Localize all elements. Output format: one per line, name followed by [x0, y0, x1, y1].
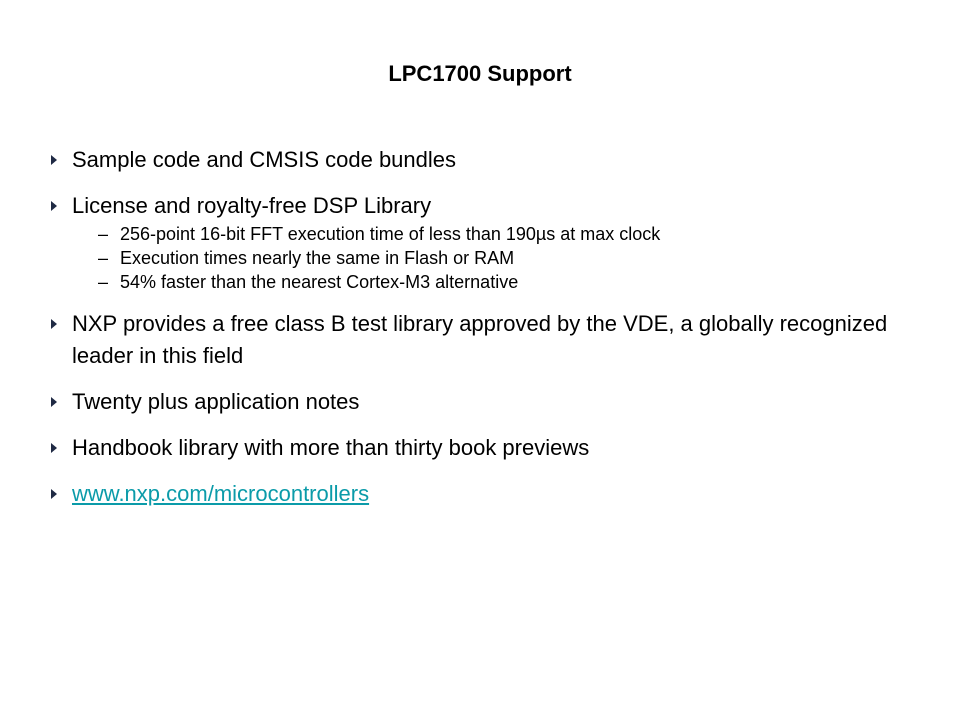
bullet-item-website — [50, 478, 920, 510]
sub-bullet-text: Execution times nearly the same in Flash or RAM — [120, 248, 515, 268]
website-link[interactable]: www.nxp.com/microcontrollers — [72, 481, 370, 506]
sub-bullet-text: 54% faster than the nearest Cortex-M3 alternative — [120, 272, 519, 292]
sub-bullet-text: 256-point 16-bit FFT execution time of less than 190µs at max clock — [120, 224, 661, 244]
right-triangle-icon — [51, 489, 57, 499]
bullet-item-class-b-library — [50, 308, 920, 372]
dash-marker: – — [98, 248, 109, 268]
dash-marker: – — [98, 272, 109, 292]
sub-bullet-item — [98, 246, 920, 270]
bullet-text: License and royalty-free DSP Library — [72, 193, 432, 218]
bullet-text: Sample code and CMSIS code bundles — [72, 147, 457, 172]
right-triangle-icon — [51, 397, 57, 407]
bullet-item-sample-code — [50, 144, 920, 176]
right-triangle-icon — [51, 155, 57, 165]
bullet-text: Handbook library with more than thirty book previews — [72, 435, 590, 460]
sub-bullet-list — [72, 222, 920, 294]
bullet-list — [50, 144, 920, 524]
bullet-item-handbook — [50, 432, 920, 464]
dash-marker: – — [98, 224, 109, 244]
sub-bullet-item — [98, 222, 920, 246]
right-triangle-icon — [51, 319, 57, 329]
bullet-text: Twenty plus application notes — [72, 389, 360, 414]
bullet-item-app-notes — [50, 386, 920, 418]
slide-title: LPC1700 Support — [388, 61, 572, 86]
right-triangle-icon — [51, 443, 57, 453]
bullet-item-dsp-library — [50, 190, 920, 294]
bullet-text: NXP provides a free class B test library approved by the VDE, a globally recognized leader in this field — [72, 311, 888, 368]
sub-bullet-item — [98, 270, 920, 294]
right-triangle-icon — [51, 201, 57, 211]
